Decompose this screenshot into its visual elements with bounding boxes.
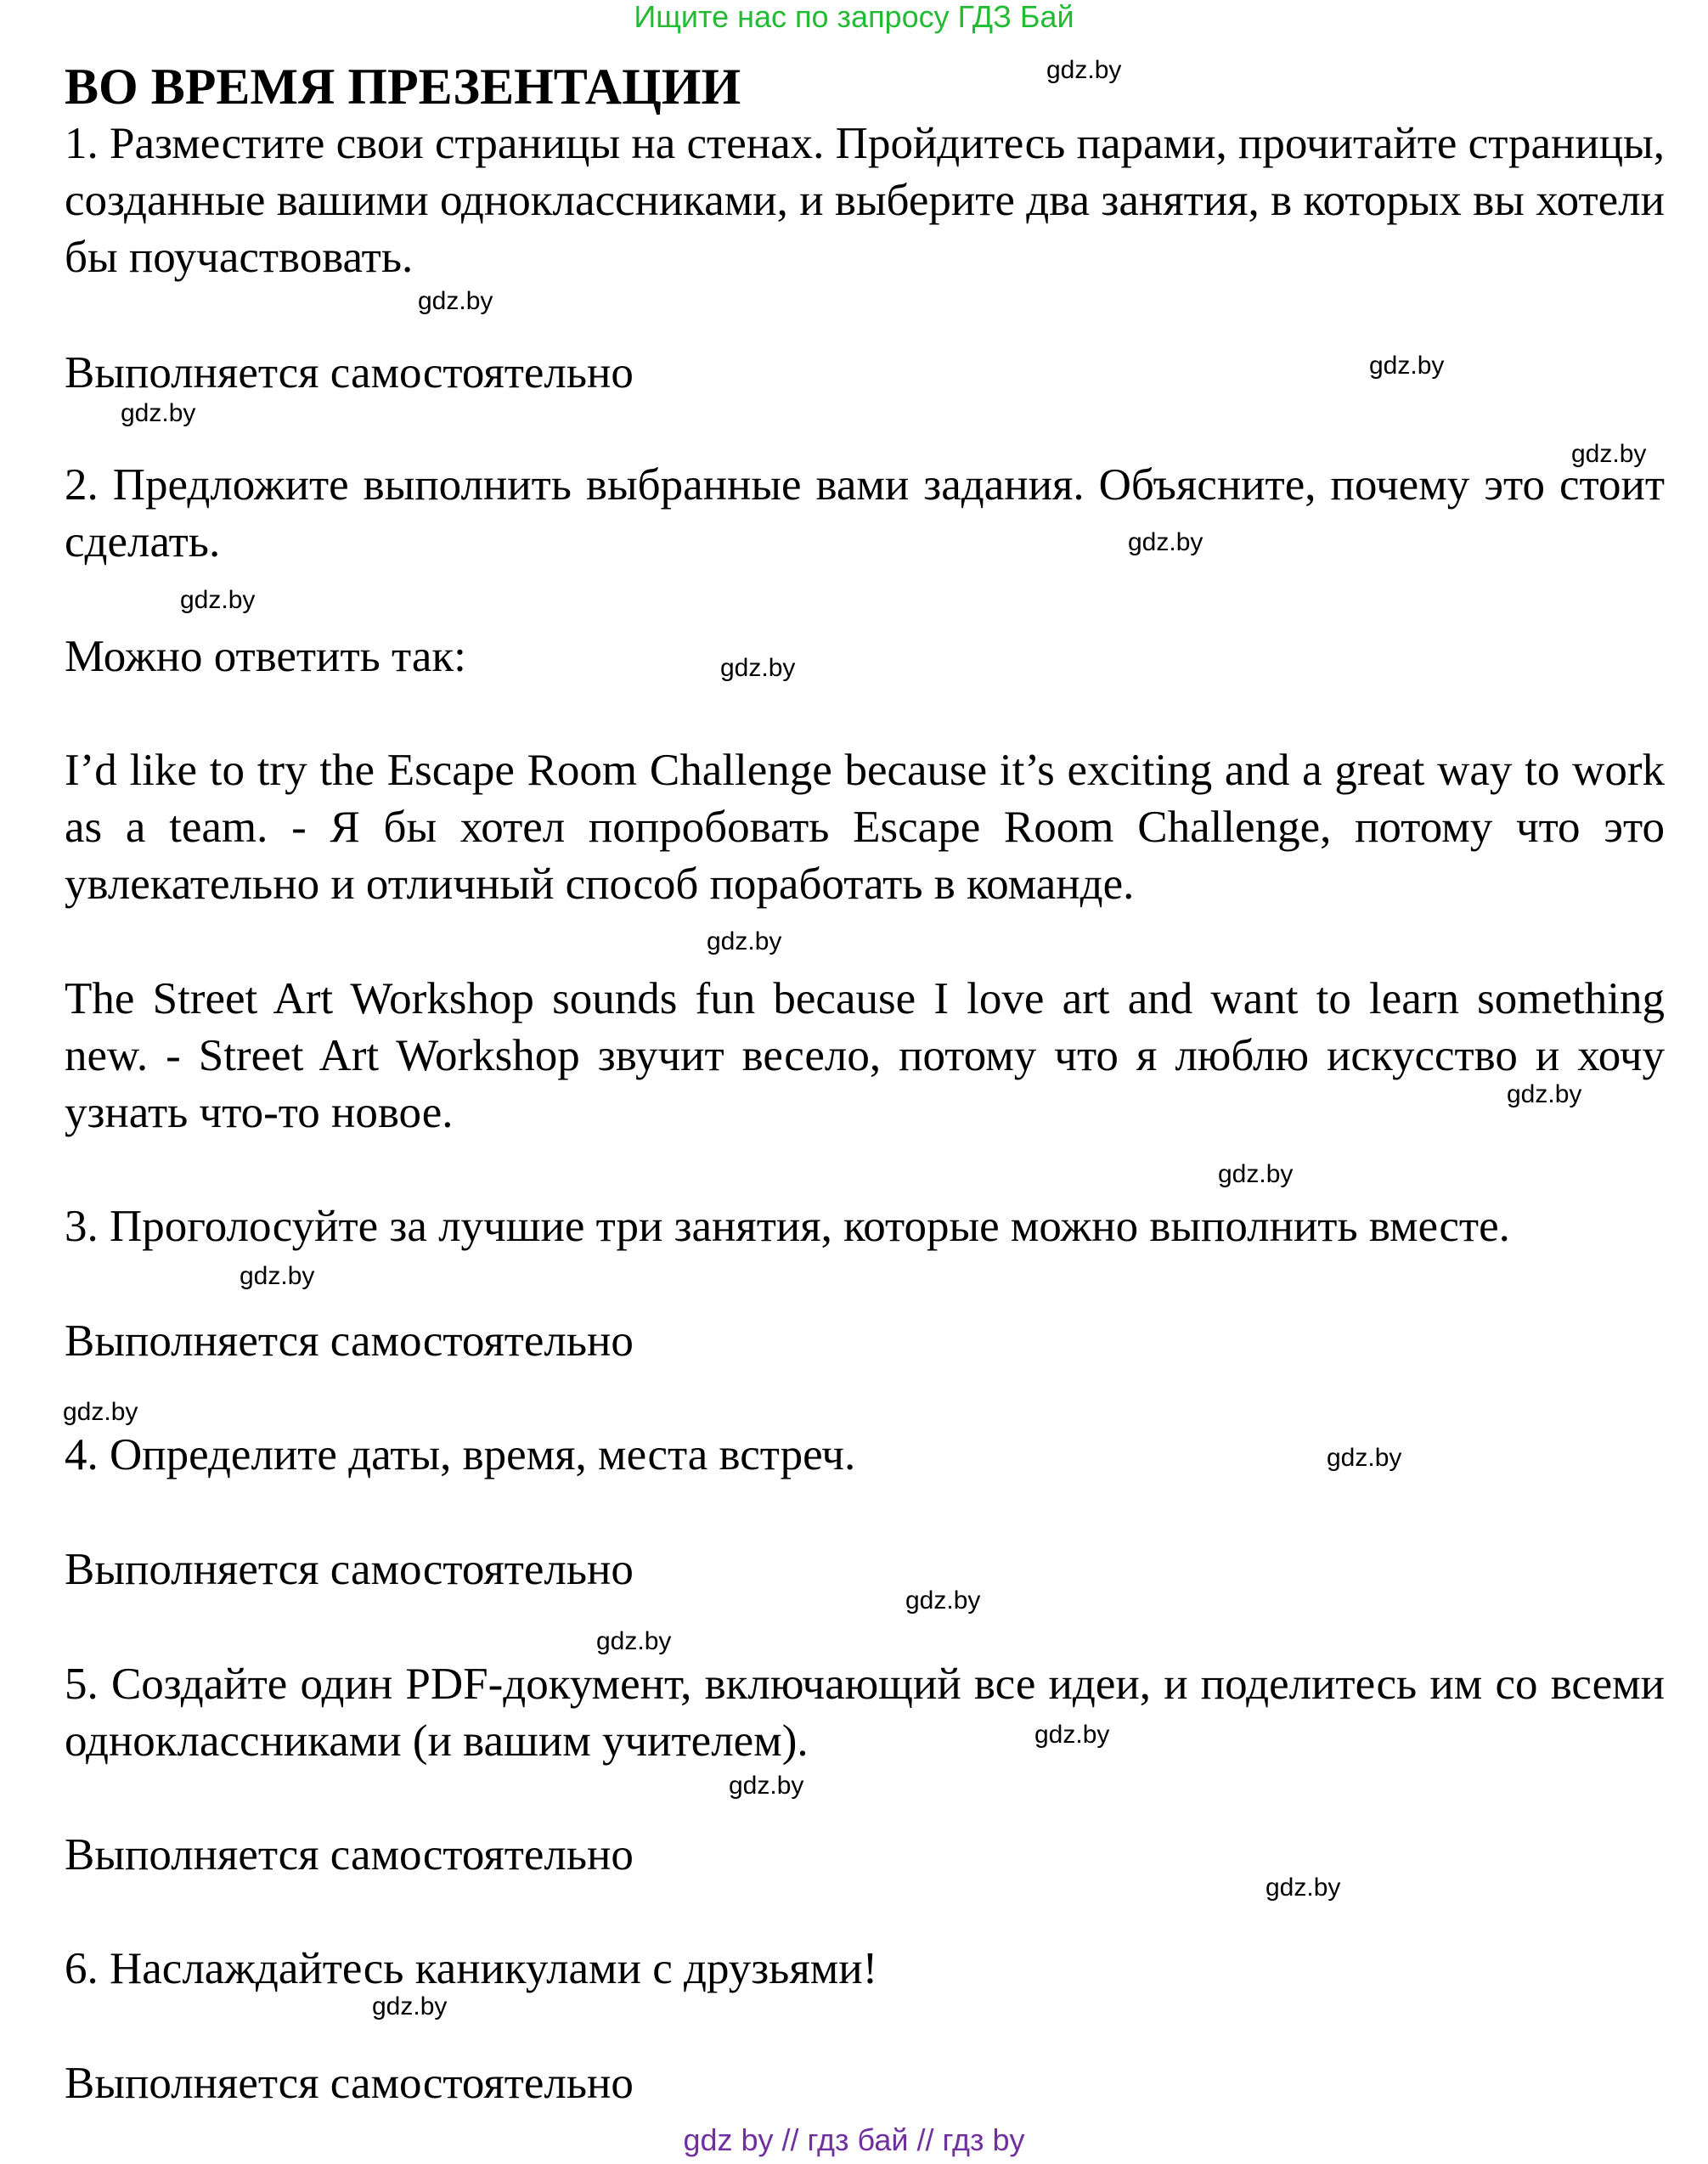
watermark: gdz.by xyxy=(596,1627,672,1655)
answer-2-intro: Можно ответить так: xyxy=(65,632,466,681)
answer-6: Выполняется самостоятельно xyxy=(65,2059,634,2108)
watermark: gdz.by xyxy=(905,1586,981,1615)
watermark: gdz.by xyxy=(1046,56,1122,84)
watermark: gdz.by xyxy=(1507,1080,1582,1108)
answer-1: Выполняется самостоятельно xyxy=(65,348,634,397)
watermark: gdz.by xyxy=(1369,352,1445,380)
watermark: gdz.by xyxy=(1034,1721,1110,1749)
question-3: 3. Проголосуйте за лучшие три занятия, которые можно выполнить вместе. xyxy=(65,1202,1510,1251)
watermark: gdz.by xyxy=(1571,440,1647,468)
question-1: 1. Разместите свои страницы на стенах. Пройдитесь парами, прочитайте страницы, созданные вашими одноклассниками, и выберите два занятия, в которых вы хотели бы поучаствовать. xyxy=(65,119,1665,282)
answer-2-paragraph-2: The Street Art Workshop sounds fun because I love art and want to learn something new. - Street Art Workshop звучит весело, потому что я люблю искусство и хочу узнать что-то новое. xyxy=(65,974,1665,1137)
answer-3: Выполняется самостоятельно xyxy=(65,1316,634,1366)
question-2: 2. Предложите выполнить выбранные вами задания. Объясните, почему это стоит сделать. xyxy=(65,460,1665,566)
answer-5: Выполняется самостоятельно xyxy=(65,1830,634,1879)
watermark: gdz.by xyxy=(63,1398,138,1426)
watermark: gdz.by xyxy=(240,1262,315,1290)
answer-2-paragraph-1: I’d like to try the Escape Room Challenge because it’s exciting and a great way to work as a team. - Я бы хотел попробовать Escape Room Challenge, потому что это увлекательно и отличный способ поработать в команде. xyxy=(65,746,1665,909)
search-banner: Ищите нас по запросу ГДЗ Бай xyxy=(634,0,1074,34)
page-title: ВО ВРЕМЯ ПРЕЗЕНТАЦИИ xyxy=(65,59,741,115)
watermark: gdz.by xyxy=(121,399,196,427)
question-5: 5. Создайте один PDF-документ, включающий все идеи, и поделитесь им со всеми одноклассниками (и вашим учителем). xyxy=(65,1660,1665,1766)
question-4: 4. Определите даты, время, места встреч. xyxy=(65,1430,856,1479)
footer-banner: gdz by // гдз бай // гдз by xyxy=(683,2122,1025,2157)
watermark: gdz.by xyxy=(1265,1874,1341,1902)
answer-4: Выполняется самостоятельно xyxy=(65,1545,634,1594)
watermark: gdz.by xyxy=(729,1772,804,1800)
watermark: gdz.by xyxy=(180,586,256,614)
watermark: gdz.by xyxy=(707,927,782,955)
watermark: gdz.by xyxy=(1218,1160,1294,1188)
watermark: gdz.by xyxy=(418,287,493,315)
watermark: gdz.by xyxy=(1128,528,1203,556)
question-6: 6. Наслаждайтесь каникулами с друзьями! xyxy=(65,1944,878,1993)
watermark: gdz.by xyxy=(1327,1444,1402,1472)
watermark: gdz.by xyxy=(720,654,796,682)
watermark: gdz.by xyxy=(372,1992,448,2020)
